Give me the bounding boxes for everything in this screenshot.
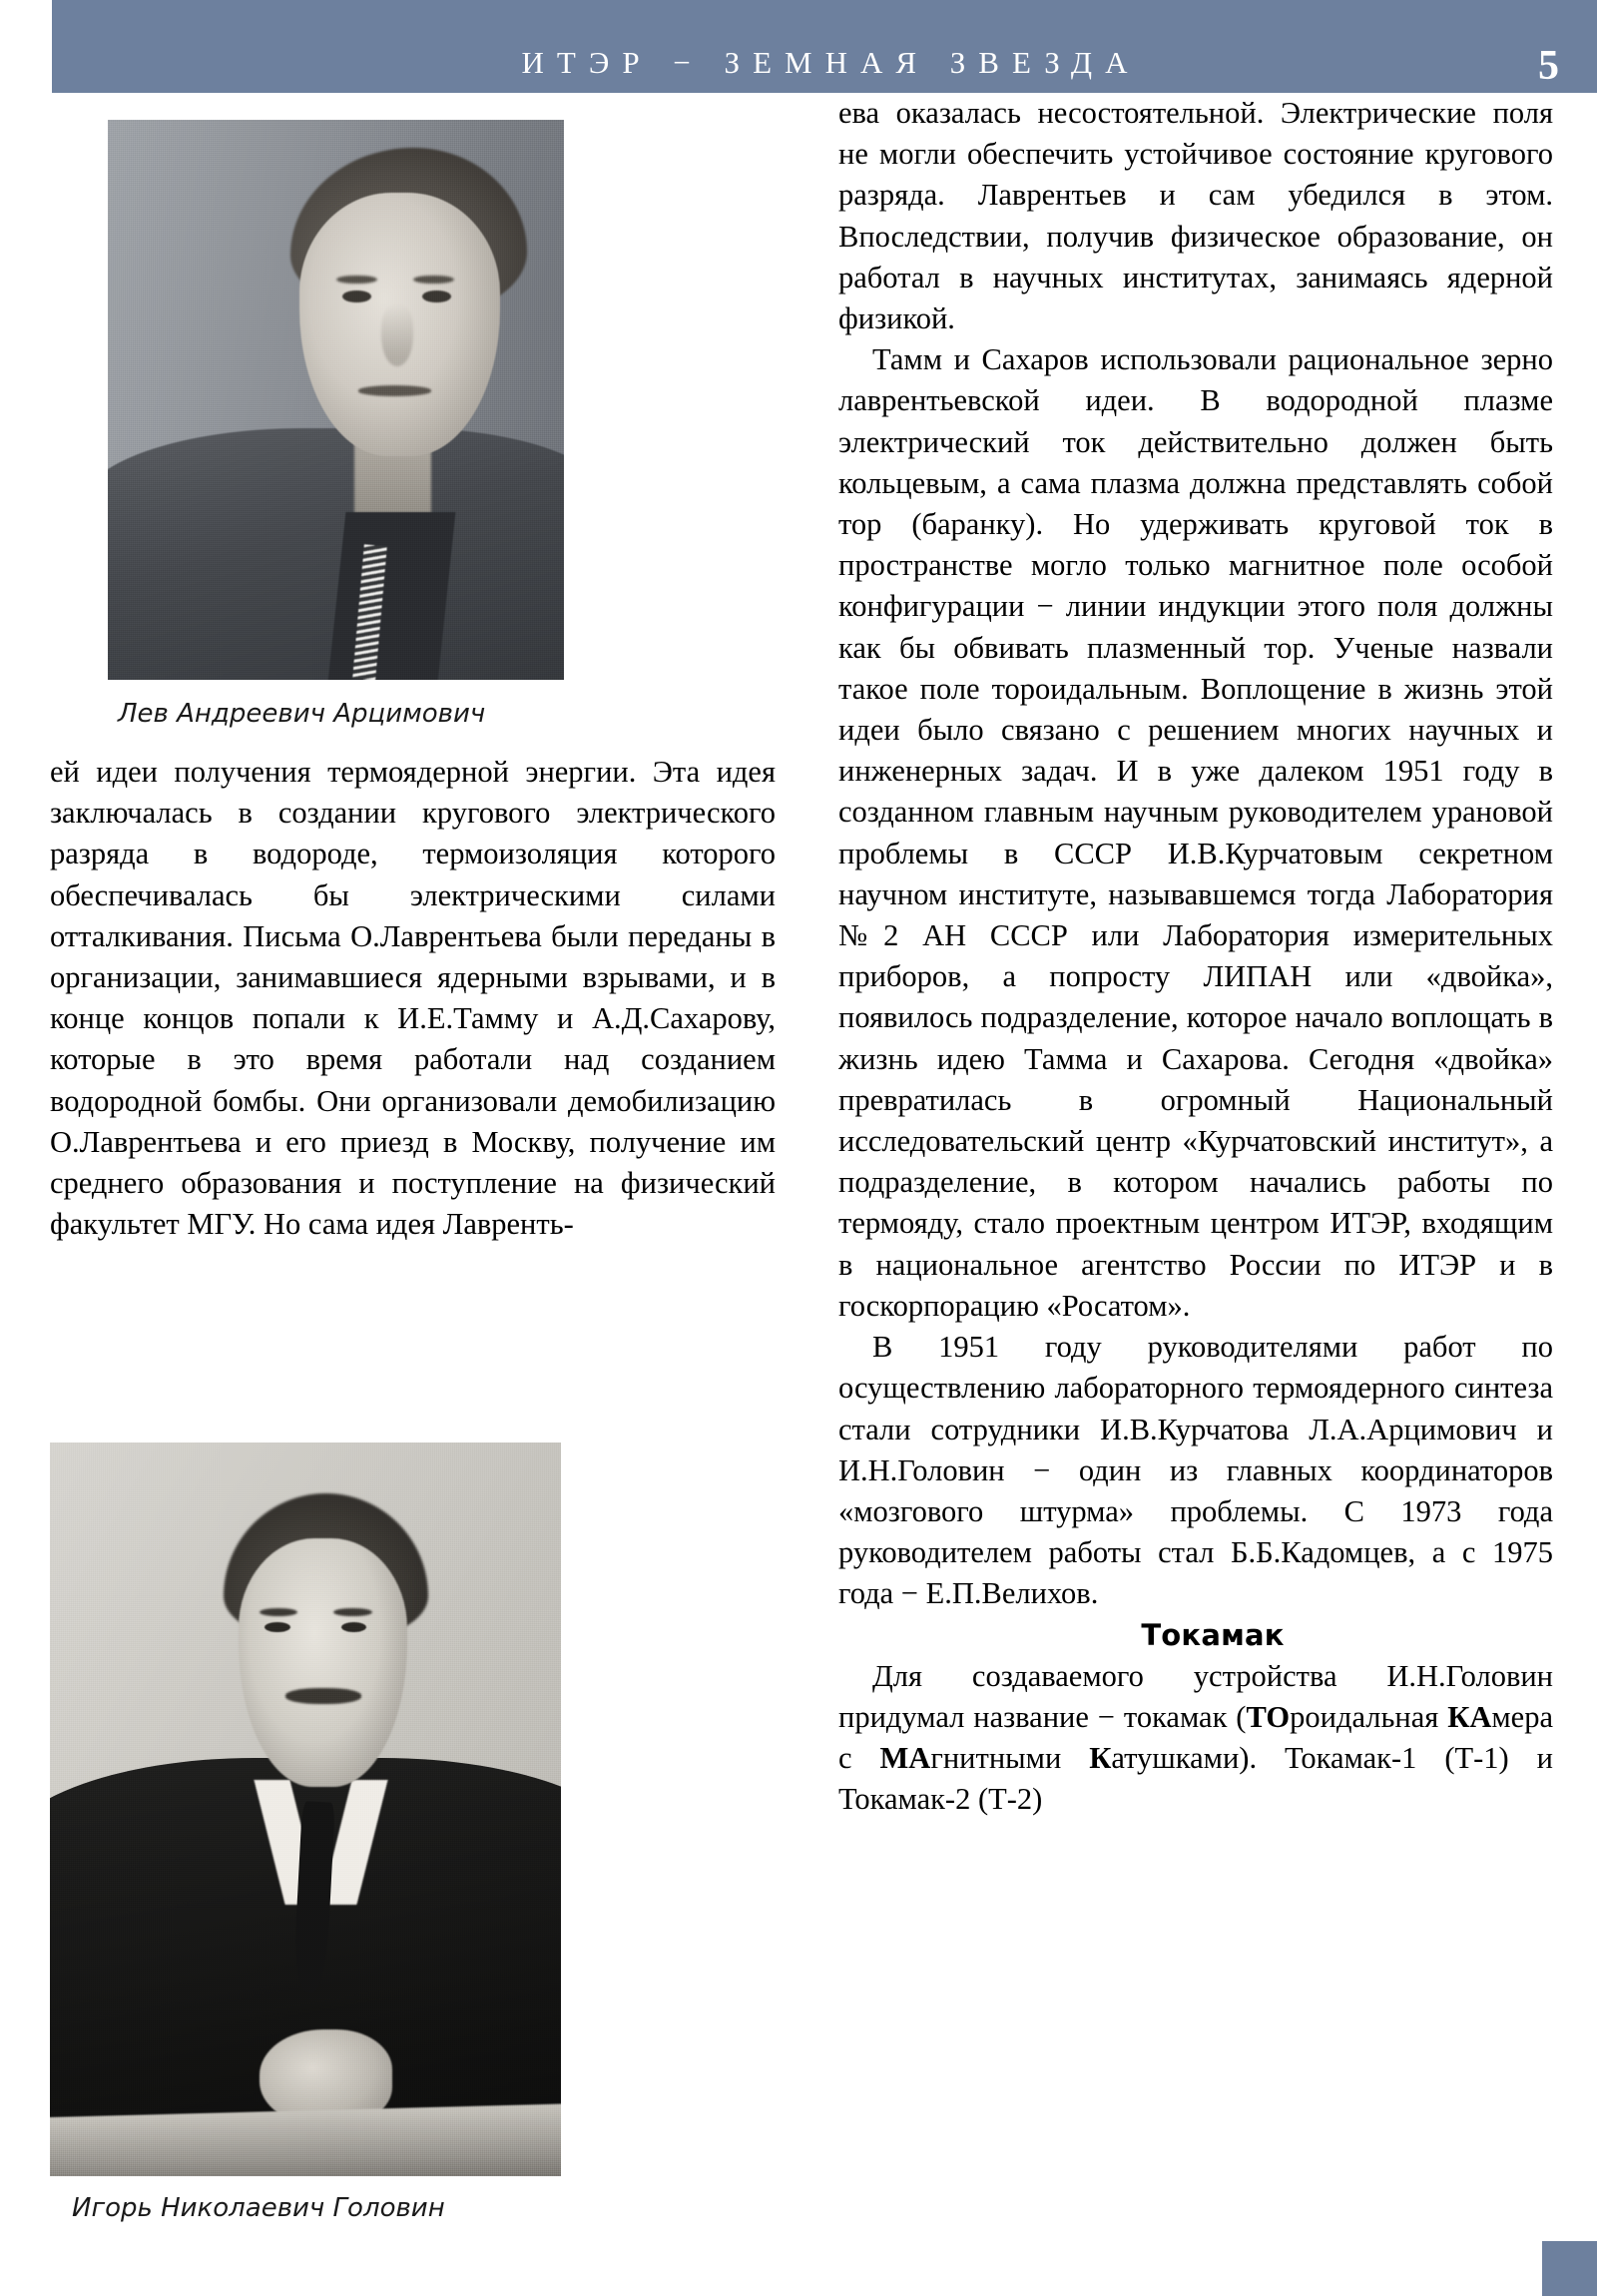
paragraph-tokamak-etymology bbox=[838, 1656, 1553, 1821]
photo-film-grain bbox=[108, 120, 564, 680]
tokamak-bold-to: ТО bbox=[1246, 1699, 1291, 1734]
right-column-text bbox=[838, 93, 1553, 1821]
corner-decoration-block bbox=[1542, 2241, 1597, 2296]
tokamak-bold-k: К bbox=[1089, 1741, 1112, 1776]
tokamak-text-part-4: гнитными bbox=[930, 1741, 1090, 1776]
portrait-photo-golovin bbox=[50, 1442, 561, 2176]
figure-caption-golovin: Игорь Николаевич Головин bbox=[72, 2193, 445, 2223]
tokamak-text-part-3: мера с bbox=[838, 1699, 1553, 1776]
left-column bbox=[50, 93, 784, 2296]
page-header-bar bbox=[52, 0, 1597, 93]
tokamak-text-part-1: Для создаваемого устройства И.Н.Головин придумал название − токамак ( bbox=[838, 1658, 1553, 1734]
paragraph-tamm-saharov: Тамм и Сахаров использовали рациональное зерно лаврентьевской идеи. В водородной плазме электрический ток действительно должен быть кольцевым, а сама плазма должна представлять собой тор (баранку). Но удерживать круговой ток в пространстве могло только магнитное поле особой конфигурации − линии индукции этого поля должны как бы обвивать плазменный тор. Ученые назвали такое поле тороидальным. Воплощение в жизнь этой идеи было связано с решением многих научных и инженерных задач. И в уже далеком 1951 году в созданном главным научным руководителем урановой проблемы в СССР И.В.Курчатовым секретном научном институте, называвшемся тогда Лаборатория №2 АН СССР или Лаборатория измерительных приборов, а попросту ЛИПАН или «двойка», появилось подразделение, которое начало воплощать в жизнь идею Тамма и Сахарова. Сегодня «двойка» превратилась в огромный Национальный исследовательский центр «Курчатовский институт», а подразделение, в котором начались работы по термояду, стало проектным центром ИТЭР, входящим в национальное агентство России по ИТЭР и в госкорпорацию «Росатом». bbox=[838, 342, 1553, 1323]
section-heading-tokamak: Токамак bbox=[1141, 1617, 1285, 1652]
tokamak-bold-ma: МА bbox=[879, 1741, 931, 1776]
figure-caption-arcimovich: Лев Андреевич Арцимович bbox=[118, 699, 486, 729]
photo-film-grain bbox=[50, 1442, 561, 2176]
paragraph-continued-right: ева оказалась несостоятельной. Электрические поля не могли обеспечить устойчивое состояние кругового разряда. Лаврентьев и сам убедился в этом. Впоследствии, получив физическое образование, он работал в научных институтах, занимаясь ядерной физикой. bbox=[838, 96, 1553, 336]
right-column bbox=[838, 93, 1553, 2296]
tokamak-bold-ka: КА bbox=[1447, 1699, 1492, 1734]
page-header-title: ИТЭР − ЗЕМНАЯ ЗВЕЗДА bbox=[521, 45, 1141, 80]
tokamak-text-part-5: атушками). Токамак-1 (Т-1) и Токамак-2 (Т-2) bbox=[838, 1741, 1554, 1817]
left-column-text bbox=[50, 752, 776, 1245]
paragraph-1951-leaders: В 1951 году руководителями работ по осуществлению лабораторного термоядерного синтеза стали сотрудники И.В.Курчатова Л.А.Арцимович и И.Н.Головин − один из главных координаторов «мозгового штурма» проблемы. С 1973 года руководителем работы стал Б.Б.Кадомцев, а с 1975 года − Е.П.Велихов. bbox=[838, 1330, 1553, 1611]
tokamak-text-part-2: роидальная bbox=[1290, 1699, 1448, 1734]
page-number: 5 bbox=[1538, 43, 1559, 89]
paragraph-continued-left: ей идеи получения термоядерной энергии. Эта идея заключалась в создании кругового электрического разряда в водороде, термоизоляция которого обеспечивалась бы электрическими силами отталкивания. Письма О.Лаврентьева были переданы в организации, занимавшиеся ядерными взрывами, и в конце концов попали к И.Е.Тамму и А.Д.Сахарову, которые в это время работали над созданием водородной бомбы. Они организовали демобилизацию О.Лаврентьева и его приезд в Москву, получение им среднего образования и поступление на физический факультет МГУ. Но сама идея Лавренть- bbox=[50, 755, 776, 1242]
portrait-photo-arcimovich bbox=[108, 120, 564, 680]
page-body bbox=[0, 93, 1597, 2296]
